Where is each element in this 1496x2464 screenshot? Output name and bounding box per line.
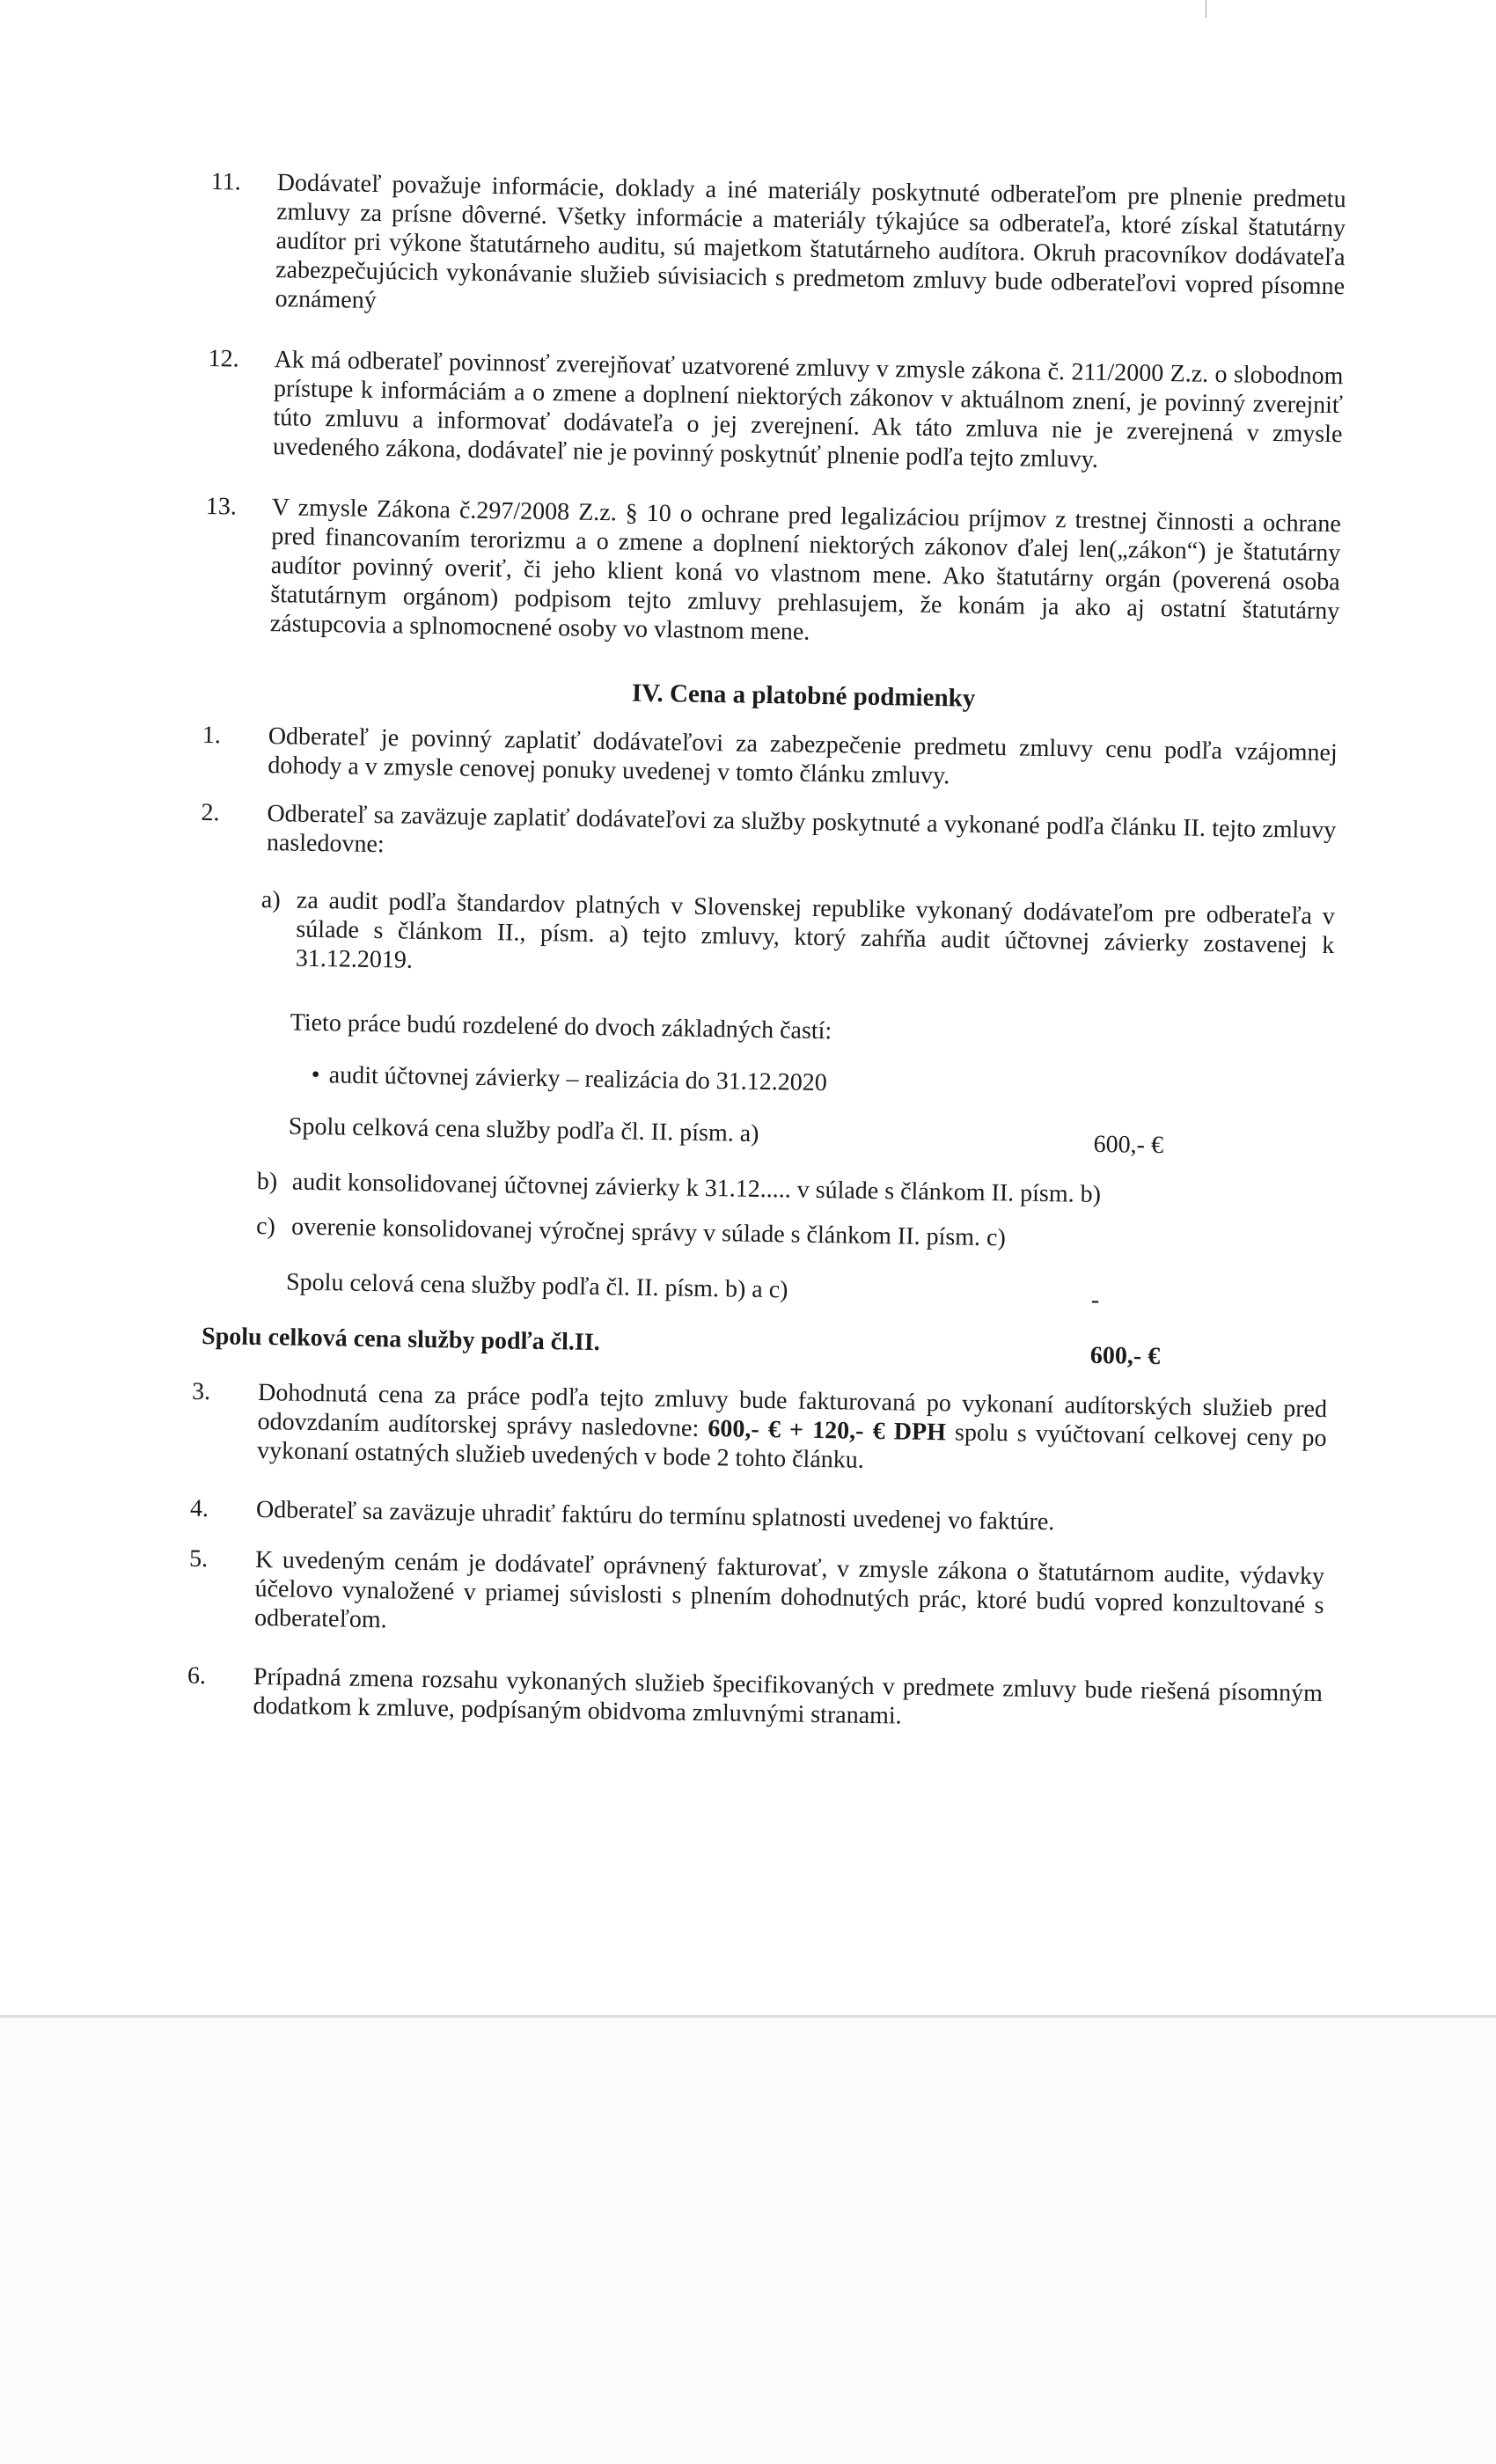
subclause-text: za audit podľa štandardov platných v Slovenskej republike vykonaný dodávateľom pre odberateľa v súlade s článkom II., písm. a) tejto zmluvy, ktorý zahŕňa audit účtovnej závierky zostavenej k 31.12.2019. (295, 886, 1336, 974)
clause-text: Dodávateľ považuje informácie, doklady a iné materiály poskytnuté odberateľom pre plnenie predmetu zmluvy za prísne dôverné. Všetky informácie a materiály týkajúce sa odberateľa, ktoré získal štatutárny audítor pri výkone štatutárneho auditu, sú majetkom štatutárneho audítora. Okruh pracovníkov dodávateľa zabezpečujúcich vykonávanie služieb súvisiacich s predmetom zmluvy bude odberateľovi vopred písomne oznámený (275, 169, 1346, 314)
clause-number: 4. (189, 1494, 209, 1523)
price-clause-3 (191, 1377, 1327, 1482)
subclause-text: audit konsolidovanej účtovnej závierky k 31.12..... v súlade s článkom II. písm. b) (291, 1168, 1102, 1209)
grand-total-row (193, 1322, 1328, 1371)
clause-number: 12. (208, 344, 239, 373)
clause-number: 11. (210, 167, 241, 196)
clause-number: 1. (202, 721, 222, 750)
subclause-letter: b) (256, 1167, 278, 1196)
scan-background (0, 2018, 1496, 2464)
bullet-dot: • (311, 1060, 320, 1089)
price-clause-5 (188, 1544, 1324, 1649)
total-row-a (196, 1111, 1331, 1160)
subclause-text: overenie konsolidovanej výročnej správy v súlade s článkom II. písm. c) (290, 1213, 1007, 1252)
clause-number: 5. (188, 1544, 209, 1573)
clause-text: Ak má odberateľ povinnosť zverejňovať uzatvorené zmluvy v zmysle zákona č. 211/2000 Z.z. o slobodnom prístupe k informáciám a o zmene a doplnení niektorých zákonov v aktuálnom znení, je povinný zverejniť túto zmluvu a informovať dodávateľa o jej zverejnení. Ak táto zmluva nie je zverejnená v zmysle uvedeného zákona, dodávateľ nie je povinný poskytnúť plnenie podľa tejto zmluvy. (272, 346, 1344, 473)
subclause-a (199, 884, 1335, 989)
clause-text (257, 1378, 1327, 1482)
price-clause-2 (201, 798, 1337, 874)
parts-intro: Tieto práce budú rozdelené do dvoch základných častí: (290, 1008, 832, 1045)
total-bc-label: Spolu celová cena služby podľa čl. II. písm. b) a c) (285, 1268, 788, 1304)
total-bc-amount: - (1090, 1286, 1100, 1315)
section-heading: IV. Cena a platobné podmienky (631, 678, 976, 713)
clause-text: K uvedeným cenám je dodávateľ oprávnený fakturovať, v zmysle zákona o štatutárnom audite, výdavky účelovo vynaložené v priamej súvislosti s plnením dohodnutých prác, ktoré budú vopred konzultované s odberateľom. (253, 1545, 1325, 1634)
clause-3-rest: spolu s vyúčtovaní celkovej ceny po vykonaní ostatných služieb uvedených v bode 2 tohto článku. (256, 1419, 1327, 1474)
price-clause-6 (187, 1661, 1323, 1737)
clause-text: Odberateľ je povinný zaplatiť dodávateľovi za zabezpečenie predmetu zmluvy cenu podľa vzájomnej dohody a v zmysle cenovej ponuky uvedenej v tomto článku zmluvy. (268, 722, 1338, 790)
price-clause-4 (190, 1494, 1325, 1541)
total-a-amount: 600,- € (1093, 1130, 1164, 1160)
subclause-b (195, 1166, 1331, 1213)
subclause-c (194, 1211, 1330, 1258)
clause-text: Prípadná zmena rozsahu vykonaných služieb špecifikovaných v predmete zmluvy bude riešená písomným dodatkom k zmluve, podpísaným obidvoma zmluvnými stranami. (253, 1662, 1324, 1730)
clause-number: 13. (205, 492, 238, 521)
clause-3-price: 600,- € + 120,- € DPH (708, 1415, 947, 1447)
clause-11 (209, 167, 1346, 330)
price-clause-1 (202, 721, 1338, 796)
clause-text: Odberateľ sa zaväzuje zaplatiť dodávateľovi za služby poskytnuté a vykonané podľa článku II. tejto zmluvy nasledovne: (266, 800, 1337, 859)
total-a-label: Spolu celková cena služby podľa čl. II. písm. a) (288, 1112, 759, 1148)
total-row-bc (194, 1266, 1329, 1313)
bullet-item (197, 1059, 1332, 1105)
clause-number: 2. (201, 798, 220, 827)
subclause-letter: a) (260, 885, 281, 914)
bullet-text: audit účtovnej závierky – realizácia do 31.12.2020 (328, 1061, 828, 1097)
clause-text: V zmysle Zákona č.297/2008 Z.z. § 10 o ochrane pred legalizáciou príjmov z trestnej činnosti a ochrane pred financovaním terorizmu a o zmene a doplnení niektorých zákonov ďalej len(„zákon“) je štatutárny audítor povinný overiť, či jeho klient koná vo vlastnom mene. Ako štatutárny orgán (poverená osoba štatutárnym orgánom) podpisom tejto zmluvy prehlasujem, že konám ja ako aj ostatní štatutárny zástupcovia a splnomocnené osoby vo vlastnom mene. (269, 494, 1342, 646)
grand-total-amount: 600,- € (1089, 1341, 1161, 1371)
grand-total-label: Spolu celková cena služby podľa čl.II. (201, 1322, 600, 1357)
document-body (187, 167, 1346, 1737)
clause-number: 6. (187, 1661, 207, 1690)
clause-12 (207, 344, 1344, 478)
clause-13 (204, 492, 1341, 655)
subclause-letter: c) (255, 1212, 276, 1241)
clause-text: Odberateľ sa zaväzuje uhradiť faktúru do termínu splatnosti uvedenej vo faktúre. (255, 1495, 1055, 1536)
clause-number: 3. (191, 1377, 211, 1406)
clause-3-line1: Dohodnutá cena za práce podľa tejto zmluvy bude fakturovaná po vykonaní audítorských služieb pred odovzdaním audítorskej správy nasledovne: (257, 1379, 1328, 1442)
